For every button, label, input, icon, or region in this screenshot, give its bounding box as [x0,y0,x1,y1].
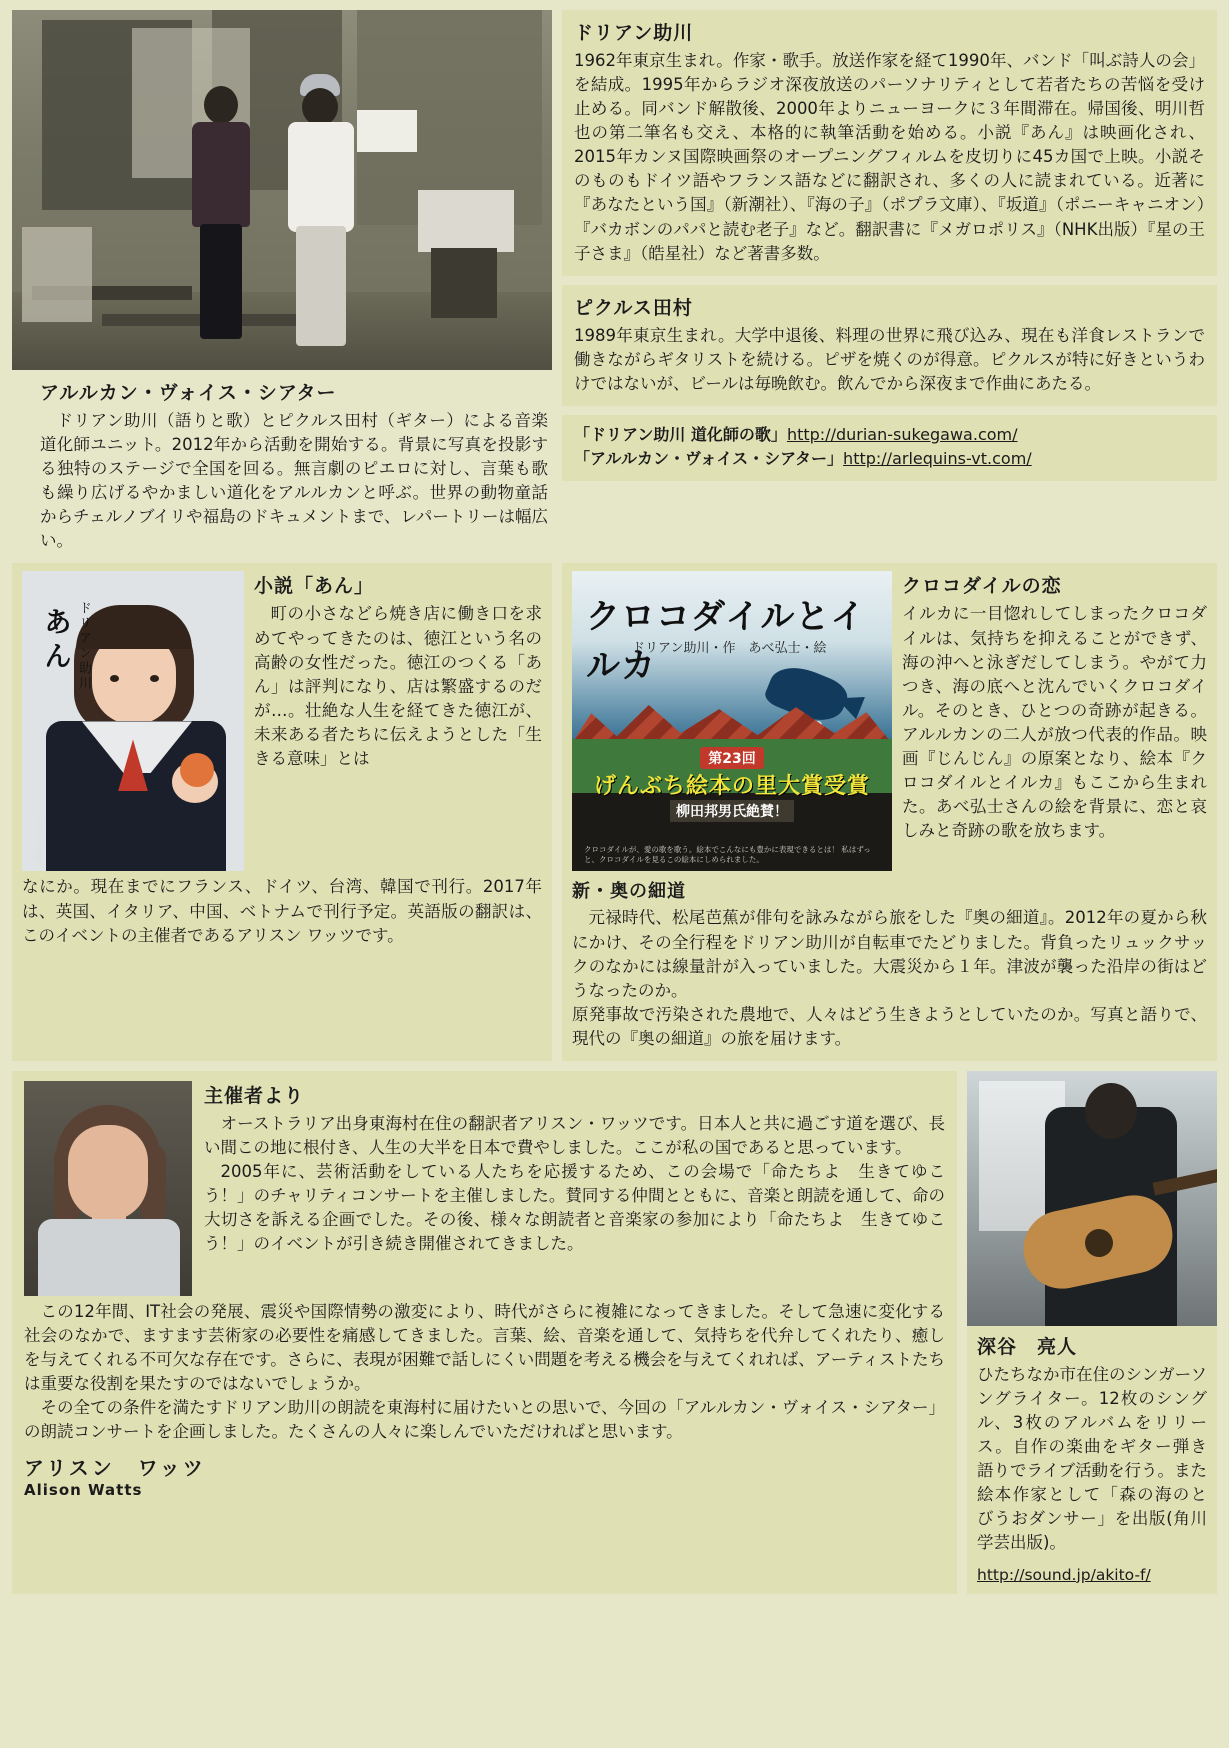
book-cover-an [22,571,244,871]
organizer-title: 主催者より [204,1084,305,1107]
award-endorsement: 柳田邦男氏絶賛！ [670,800,794,822]
crocodile-title: クロコダイルの恋 [902,575,1062,598]
top-section [12,10,1217,553]
group-text: ドリアン助川（語りと歌）とピクルス田村（ギター）による音楽道化師ユニット。2012年から活動を開始する。背景に写真を投影する独特のステージで全国を回る。無言劇のピエロに対し、言葉も歌も繰り広げるやかましい道化をアルルカンと呼ぶ。世界の動物童話からチェルノブイリや福島のドキュメントまで、レパートリーは幅広い。 [40,411,548,551]
fukaya-photo [967,1071,1217,1326]
organizer-paragraph-1: オーストラリア出身東海村在住の翻訳者アリスン・ワッツです。日本人と共に過ごす道を選び、長い間この地に根付き、人生の大半を日本で費やしました。ここが私の国であると思っています。 [204,1113,945,1158]
organizer-signature-jp: アリスン ワッツ [24,1456,206,1481]
oku-text-2: 原発事故で汚染された農地で、人々はどう生きようとしていたのか。写真と語りで、現代の『奥の細道』の旅を届けます。 [572,1004,1207,1048]
fukaya-text: ひたちなか市在住のシンガーソングライター。12枚のシングル、3枚のアルバムをリリース。自作の楽曲をギター弾き語りでライブ活動を行う。また絵本作家として「森の海のとびうおダンサー」を出版(角川学芸出版)。 [977,1364,1208,1553]
link-label-durian: 「ドリアン助川 道化師の歌」 [574,424,787,444]
durian-title: ドリアン助川 [574,22,694,44]
profiles-column [562,10,1217,553]
organizer-signature-en: Alison Watts [24,1481,143,1500]
oku-block [572,877,1207,1050]
book-cover-crocodile [572,571,892,871]
crocodile-text: イルカに一目惚れしてしまったクロコダイルは、気持ちを抑えることができず、海の沖へと泳ぎだしてしまう。やがて力つき、海の底へと沈んでいくクロコダイル。そのとき、ひとつの奇跡が起きる。アルルカンの二人が放つ代表的作品。映画『じんじん』の原案となり、絵本『クロコダイルとイルカ』もここから生まれた。あべ弘士さんの絵を背景に、恋と哀しみと奇跡の歌を放ちます。 [902,604,1207,841]
organizer-message [12,1071,957,1594]
website-links [562,415,1217,481]
pickles-text: 1989年東京生まれ。大学中退後、料理の世界に飛び込み、現在も洋食レストランで働きながらギタリストを続ける。ピザを焼くのが得意。ピクルスが特に好きというわけではないが、ビールは毎晩飲む。飲んでから深夜まで作曲にあたる。 [574,325,1205,393]
novel-an-text-wide: なにか。現在までにフランス、ドイツ、台湾、韓国で刊行。2017年は、英国、イタリア、中国、ベトナムで刊行予定。英語版の翻訳は、このイベントの主催者であるアリスン ワッツです。 [22,877,542,945]
award-number: 第23回 [700,747,763,769]
fukaya-url[interactable]: http://sound.jp/akito-f/ [977,1565,1151,1584]
fukaya-block [967,1071,1217,1594]
novel-an-block [12,563,552,1060]
organizer-paragraph-2: 2005年に、芸術活動をしている人たちを応援するため、この会場で「命たちよ 生きてゆこう！」のチャリティコンサートを主催しました。賛同する仲間とともに、音楽と朗読を通して、命の大切さを訴える企画でした。その後、様々な朗読者と音楽家の参加により「命たちよ 生きてゆこう！」のイベントが引き続き開催されてきました。 [204,1162,945,1254]
cover-imprint-an: ポプラ文庫 [33,818,43,864]
oku-title: 新・奥の細道 [572,881,686,903]
pickles-title: ピクルス田村 [574,296,693,319]
link-row-arlequin [574,447,1205,471]
works-section [12,563,1217,1060]
oku-text-1: 元禄時代、松尾芭蕉が俳句を詠みながら旅をした『奥の細道』。2012年の夏から秋にかけ、その全行程をドリアン助川が自転車でたどりました。背負ったリュックサックのなかには線量計が入っていました。大震災から１年。津波が襲った沿岸の街はどうなったのか。 [572,908,1207,1000]
crocodile-and-oku-block [562,563,1217,1060]
durian-profile [562,10,1217,276]
group-title: アルルカン・ヴォイス・シアター [40,382,337,404]
durian-text: 1962年東京生まれ。作家・歌手。放送作家を経て1990年、バンド「叫ぶ詩人の会」を結成。1995年からラジオ深夜放送のパーソナリティとして若者たちの苦悩を受け止める。同バンド解散後、2000年よりニューヨークに３年間滞在。帰国後、明川哲也の第二筆名も交え、本格的に執筆活動を始める。小説『あん』は映画化され、2015年カンヌ国際映画祭のオープニングフィルムを皮切りに45カ国で上映。小説そのものもドイツ語やフランス語などに翻訳され、多くの人に読まれている。近著に『あなたという国』（新潮社）、『海の子』（ポプラ文庫）、『坂道』（ポニーキャニオン）『バカボンのパパと読む老子』など。翻訳書に『メガロポリス』（NHK出版）『星の王子さま』（皓星社）など著書多数。 [574,51,1205,263]
link-label-arlequin: 「アルルカン・ヴォイス・シアター」 [574,448,844,468]
organizer-photo [24,1081,192,1296]
link-url-durian[interactable]: http://durian-sukegawa.com/ [786,424,1018,444]
link-row-durian [574,423,1205,447]
main-photo [12,10,552,370]
link-url-arlequin[interactable]: http://arlequins-vt.com/ [843,448,1032,468]
cover-blurb-crocodile: クロコダイルが、愛の歌を歌う。絵本でこんなにも豊かに表現できるとは！ 私はずっと、クロコダイルを見るこの絵本にしめられました。 [584,845,871,865]
novel-an-text-column: 町の小さなどら焼き店に働き口を求めてやってきたのは、徳江という名の高齢の女性だった。徳江のつくる「あん」は評判になり、店は繁盛するのだが…。壮絶な人生を経てきた徳江が、未来ある者たちに伝えようとした「生きる意味」とは [254,604,542,768]
pickles-profile [562,285,1217,406]
cover-credit-crocodile: ドリアン助川・作 あべ弘士・絵 [632,641,827,657]
cover-title-crocodile: クロコダイルとイルカ [586,597,866,687]
fukaya-title: 深谷 亮人 [977,1335,1078,1358]
cover-author-an: ドリアン助川 [76,601,91,692]
award-name: げんぶち絵本の里大賞受賞 [593,774,870,800]
novel-an-title: 小説「あん」 [254,575,375,598]
organizer-paragraph-4: その全ての条件を満たすドリアン助川の朗読を東海村に届けたいとの思いで、今回の「アルルカン・ヴォイス・シアター」の朗読コンサートを企画しました。たくさんの人々に楽しんでいただければと思います。 [24,1398,945,1442]
organizer-section [12,1071,1217,1594]
organizer-paragraph-3: この12年間、IT社会の発展、震災や国際情勢の激変により、時代がさらに複雑になってきました。そして急速に変化する社会のなかで、ますます芸術家の必要性を痛感してきました。言葉、絵、音楽を通して、気持ちを代弁してくれたり、癒しを与えてくれる不可欠な存在です。さらに、表現が困難で話しにくい問題を考える機会を与えてくれれば、アーティストたちは重要な役割を果たすのではないでしょうか。 [24,1301,945,1394]
cover-title-an: あん [40,607,73,676]
group-column [12,10,552,553]
group-description [12,378,552,553]
